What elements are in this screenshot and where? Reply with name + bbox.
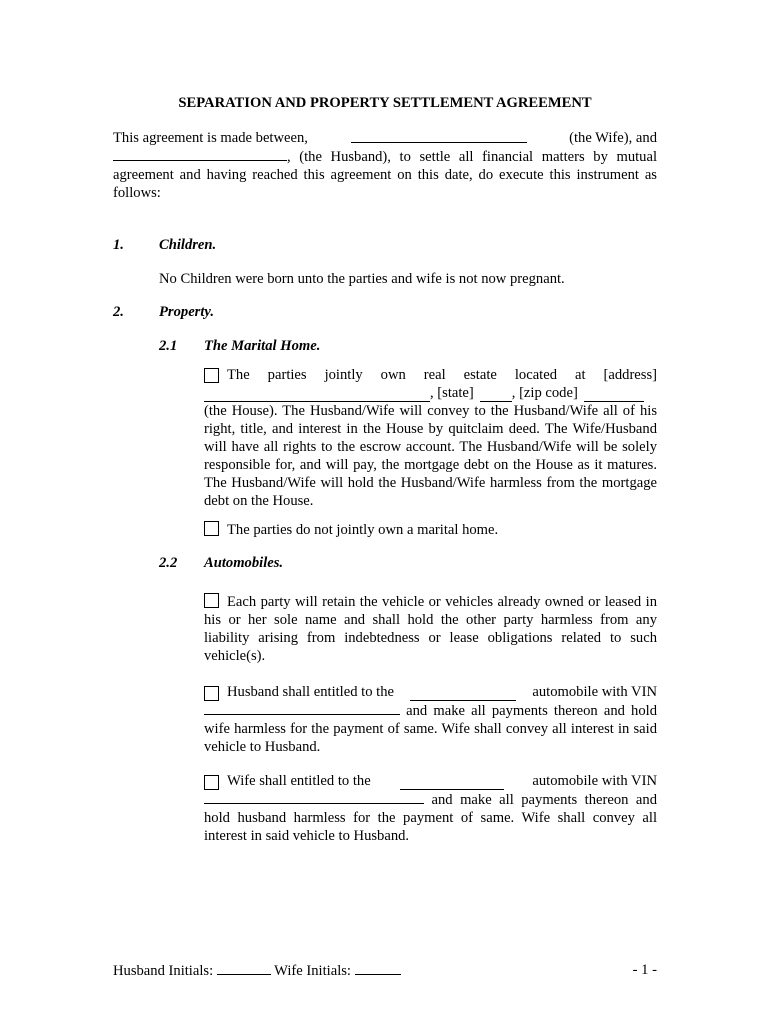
zip-label: , [zip code] [511,385,578,401]
intro-paragraph [113,147,657,202]
husband-automobile-text-3: and make all payments thereon and hold wife harmless for the payment of same. Wife shall convey all interest in said vehicle to Husband. [204,703,658,755]
page-number: - 1 - [632,962,657,978]
wife-name-field[interactable] [351,129,527,143]
intro-text-3: , (the Husband), to settle all financial matters by mutual agreement and having reached this agreement on this date, do execute this instrument as follows: [113,149,657,201]
address-field[interactable] [204,388,430,402]
automobiles-option-3-line-1 [204,772,657,790]
subsection-2-2-number: 2.2 [159,555,178,571]
each-party-retains-vehicle-checkbox[interactable] [204,593,219,608]
intro-text-2: (the Wife), and [569,130,657,146]
husband-initials-label: Husband Initials: [113,963,214,979]
wife-vin-field[interactable] [204,790,424,804]
automobiles-option-2-body [204,701,657,756]
section-1-number: 1. [113,237,124,253]
section-2-heading: Property. [159,304,214,320]
marital-home-jointly-owned-checkbox[interactable] [204,368,219,383]
wife-automobile-checkbox[interactable] [204,775,219,790]
document-title: SEPARATION AND PROPERTY SETTLEMENT AGREEMENT [178,95,592,111]
zip-code-field[interactable] [584,388,644,402]
automobiles-option-3-body [204,790,657,845]
marital-home-option-1-text: The parties jointly own real estate located at [address] [227,367,657,383]
automobiles-option-2-line-1 [204,683,657,701]
wife-initials-label: Wife Initials: [274,963,351,979]
marital-home-option-1-line-1 [204,366,657,384]
husband-automobile-field[interactable] [410,687,516,701]
automobiles-option-1 [204,593,657,665]
wife-automobile-text-3: and make all payments thereon and hold husband harmless for the payment of same. Wife shall convey all interest in said vehicle to Husband. [204,792,657,844]
wife-automobile-text-1: Wife shall entitled to the [227,773,371,789]
subsection-2-1-heading: The Marital Home. [204,338,321,354]
section-2-number: 2. [113,304,124,320]
section-1-text: No Children were born unto the parties and wife is not now pregnant. [159,271,565,287]
marital-home-option-1-body: (the House). The Husband/Wife will convey to the Husband/Wife all of his right, title, and interest in the House by quitclaim deed. The Wife/Husband will have all rights to the escrow account. The Husband/Wife will be solely responsible for, and will pay, the mortgage debt on the House as it matures. The Husband/Wife will hold the Husband/Wife harmless from the mortgage debt on the House. [204,403,657,509]
husband-vin-field[interactable] [204,701,400,715]
wife-initials-field[interactable] [355,961,401,975]
initials-footer [113,961,401,980]
state-field[interactable] [480,388,512,402]
marital-home-option-2-text: The parties do not jointly own a marital home. [227,522,499,538]
marital-home-not-owned-checkbox[interactable] [204,521,219,536]
husband-automobile-text-1: Husband shall entitled to the [227,684,394,700]
section-1-heading: Children. [159,237,217,253]
subsection-2-2-heading: Automobiles. [204,555,284,571]
intro-text-1: This agreement is made between, [113,130,308,146]
wife-automobile-field[interactable] [400,776,504,790]
husband-name-field[interactable] [113,147,287,161]
wife-automobile-text-2: automobile with VIN [532,773,657,789]
husband-initials-field[interactable] [217,961,271,975]
husband-automobile-text-2: automobile with VIN [532,684,657,700]
subsection-2-1-number: 2.1 [159,338,178,354]
husband-automobile-checkbox[interactable] [204,686,219,701]
marital-home-option-2 [204,521,498,539]
marital-home-option-1-line-2 [204,384,657,402]
automobiles-option-1-text: Each party will retain the vehicle or vehicles already owned or leased in his or her sole name and shall hold the other party harmless from any liability arising from indebtedness or lease obligations related to such vehicle(s). [204,594,657,664]
state-label: , [state] [430,385,474,401]
intro-line-1 [113,129,657,147]
